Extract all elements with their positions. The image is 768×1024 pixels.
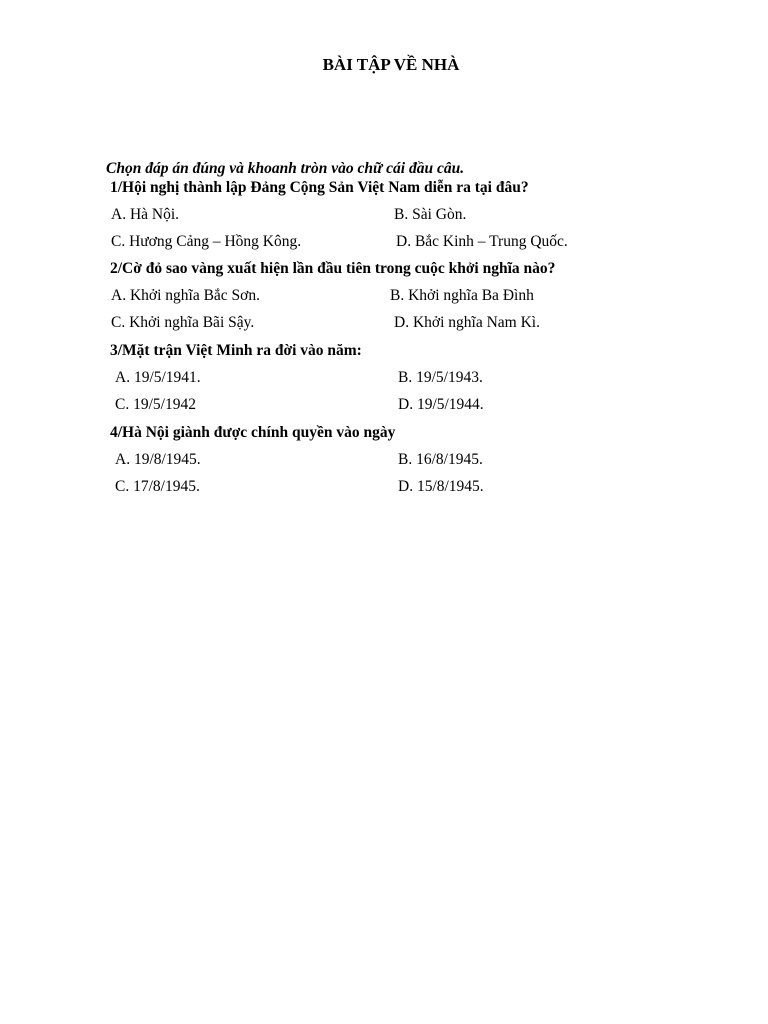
page-title: BÀI TẬP VỀ NHÀ <box>322 55 460 74</box>
question-2-option-c: C. Khởi nghĩa Bãi Sậy. <box>111 314 255 331</box>
question-2-option-d: D. Khởi nghĩa Nam Kì. <box>394 314 540 331</box>
question-4-option-c: C. 17/8/1945. <box>115 478 200 495</box>
question-3: 3/Mặt trận Việt Minh ra đời vào năm: <box>110 342 362 359</box>
question-2: 2/Cờ đỏ sao vàng xuất hiện lần đầu tiên trong cuộc khởi nghĩa nào? <box>110 260 556 277</box>
question-1: 1/Hội nghị thành lập Đảng Cộng Sản Việt Nam diễn ra tại đâu? <box>110 179 529 196</box>
question-4: 4/Hà Nội giành được chính quyền vào ngày <box>110 424 396 441</box>
question-2-option-a: A. Khởi nghĩa Bắc Sơn. <box>111 287 260 304</box>
question-4-option-d: D. 15/8/1945. <box>398 478 484 495</box>
question-1-option-d: D. Bắc Kinh – Trung Quốc. <box>396 233 568 250</box>
question-1-option-b: B. Sài Gòn. <box>394 206 467 223</box>
question-3-option-d: D. 19/5/1944. <box>398 396 484 413</box>
question-3-option-a: A. 19/5/1941. <box>115 369 201 386</box>
instruction-text: Chọn đáp án đúng và khoanh tròn vào chữ cái đầu câu. <box>106 160 465 177</box>
question-3-option-b: B. 19/5/1943. <box>398 369 483 386</box>
question-3-option-c: C. 19/5/1942 <box>115 396 196 413</box>
question-1-option-c: C. Hương Cảng – Hồng Kông. <box>111 233 302 250</box>
question-1-option-a: A. Hà Nội. <box>111 206 180 223</box>
question-2-option-b: B. Khởi nghĩa Ba Đình <box>390 287 534 304</box>
question-4-option-b: B. 16/8/1945. <box>398 451 483 468</box>
question-4-option-a: A. 19/8/1945. <box>115 451 201 468</box>
